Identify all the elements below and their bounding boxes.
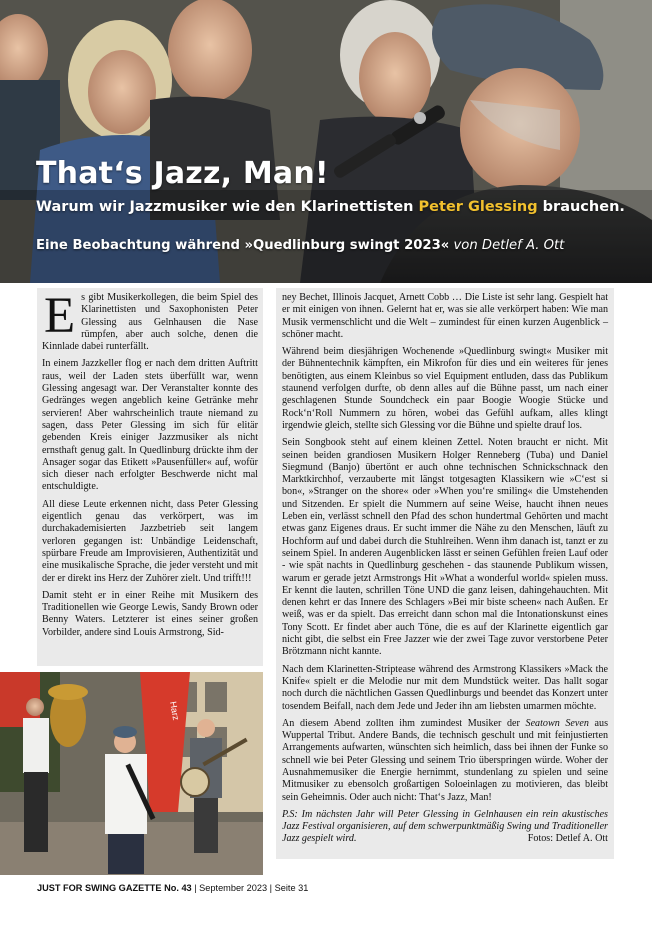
paragraph-text: aus Wuppertal Tribut. Andere Bands, die technisch geschult und mit feinjustierten Arrangements aufwarten, wünschten sich heimlich, dass bei ihnen der Funke so schnell wie bei Peter Glessing und seinem Trio überspringen würde. Woher der Ausnahmemusiker die Energie hernimmt, stundenlang zu spielen und seine Mitmusiker zu ebensolch großartigen Soloeinlagen zu motivieren, das bleibt sein Geheimnis. Oder auch nicht: That‘s Jazz, Man! bbox=[282, 717, 608, 803]
article-title: That‘s Jazz, Man! bbox=[36, 156, 329, 191]
article-column-left bbox=[37, 288, 263, 666]
article-paragraph: All diese Leute erkennen nicht, dass Peter Glessing eigentlich genau das verkörpert, was im durchakademisierten Jazzbetrieb seit langem verloren gegangen ist: Unbändige Leidenschaft, spürbare Freude am Improvisieren, Authentizität und eine musikalische Sprache, die jeder versteht und mit der er direkt ins Herz der Zuhörer zielt. Und trifft!!! bbox=[42, 498, 258, 584]
banner-text: Harz bbox=[168, 700, 182, 722]
postscript-text: P.S: Im nächsten Jahr will Peter Glessing in Gelnhausen ein rein akustisches Jazz Festival organisieren, auf dem schwerpunktmäßig Swing und Traditioneller Jazz gespielt wird. bbox=[282, 808, 608, 845]
article-observation-line bbox=[36, 238, 564, 253]
article-paragraph: In einem Jazzkeller flog er nach dem dritten Auftritt raus, weil der Laden stets überfüllt war, wenn Glessing angesagt war. Der Veranstalter konnte des Gedränges wegen angeblich keine Getränke mehr servieren! Aber wahrscheinlich traute niemand zu sagen, dass Peter Glessing im sich für elitär gebenden Kreis einiger Jazzmusiker als nicht ernsthaft genug galt. In Quedlinburg drückte ihm der Ansager sogar das Etikett »Pausenfüller« auf, wofür sich dieser nach erfolgter Beschwerde nicht mal entschuldigte. bbox=[42, 358, 258, 493]
photo-credit: Fotos: Detlef A. Ott bbox=[527, 833, 608, 845]
observation-text: Eine Beobachtung während »Quedlinburg swingt 2023« bbox=[36, 238, 450, 253]
author-byline: von Detlef A. Ott bbox=[449, 238, 565, 253]
magazine-name: JUST FOR SWING GAZETTE No. 43 bbox=[37, 883, 192, 893]
article-paragraph: Während beim diesjährigen Wochenende »Quedlinburg swingt« Musiker mit der Bühnentechnik kämpften, ein Mikrofon für dies und ein weiteres für jenes benötigten, aus einem Kleinbus so viel Equipment entluden, dass das Publikum staunend verfolgen durfte, ob denn alles auf die Bühne passt, um nach einer geschlagenen Stunde Soundcheck ein paar Boogie Woogie Stücke und Rock‘n‘Roll Nummern zu hören, wobei das Gefühl aufkam, alles klingt irgendwie gleich, stellte sich Glessing vor die Bühne und spielte drauf los. bbox=[282, 346, 608, 431]
footer-separator: | bbox=[191, 883, 200, 893]
article-paragraph: Sein Songbook steht auf einem kleinen Zettel. Noten braucht er nicht. Mit seinen beiden grandiosen Musikern Holger Renneberg (Tuba) und Daniel Siegmund (Banjo) übertönt er auch ohne technischen Schnickschnack den Marktkirchhof, verzauberte mit längst totgesagten Klassikern wie »C‘est si bon«, »Stranger on the shore« oder »When you‘re smiling« die Umstehenden und Sitzenden. Er spielt die Nummern auf seine Weise, haucht ihnen neues Leben ein, verlässt schnell den Pfad des schon hundertmal Gehörten und macht etwas ganz Eigenes draus. Er sucht immer die Nähe zu den Menschen, läuft zu Hochform auf und dabei durch die Stuhlreihen. Wenn ihm danach ist, tanzt er zu seinem Spiel. In anderen Augenblicken lässt er seinen Gefühlen freien Lauf oder - wie spät nachts in Quedlinburg geschehen - das staunende Publikum wissen, warum er gerade jetzt Armstrongs Hit »What a wonderful world« spielen muss. Er kennt die lauten, schrillen Töne UND die ganz leisen, dahingehauchten. Mit denen kehrt er das Innere des Schlagers »Bei mir biste scheen« nach Außen. Er weiß, was er da spielt. Das erreicht dann schon mal die Intonationskunst eines Tony Scott. Er findet aber auch Töne, die es auf der Klarinette eigentlich gar nicht gibt, die selbst ein Free Jazzer wie der zwei Tage zuvor verstorbene Peter Brötzmann nicht kannte. bbox=[282, 437, 608, 658]
footer-separator: | bbox=[267, 883, 275, 893]
paragraph-text: An diesem Abend zollten ihm zumindest Musiker der bbox=[282, 717, 526, 729]
page-number: Seite 31 bbox=[274, 883, 309, 893]
postscript bbox=[282, 809, 608, 846]
paragraph-text: s gibt Musikerkollegen, die beim Spiel des Klarinettisten und Saxophonisten Peter Glessing aus Gelnhausen die Nase rümpfen, aber auch solche, denen die Kinnlade dabei runterfällt. bbox=[42, 292, 258, 353]
article-column-right bbox=[276, 288, 614, 859]
issue-date: September 2023 bbox=[199, 883, 268, 893]
band-photo bbox=[0, 672, 263, 875]
hero-image bbox=[0, 0, 652, 283]
subtitle-text-end: brauchen. bbox=[537, 199, 625, 215]
band-photo-illustration bbox=[0, 672, 263, 875]
article-paragraph bbox=[282, 718, 608, 804]
article-paragraph bbox=[42, 288, 258, 353]
subtitle-text: Warum wir Jazzmusiker wie den Klarinettisten bbox=[36, 199, 419, 215]
band-name: Seatown Seven bbox=[525, 717, 589, 729]
subtitle-highlight-name: Peter Glessing bbox=[418, 199, 538, 215]
drop-cap: E bbox=[44, 288, 76, 344]
page-footer bbox=[37, 883, 308, 893]
article-subtitle bbox=[36, 199, 625, 215]
article-paragraph: Damit steht er in einer Reihe mit Musikern des Traditionellen wie George Lewis, Sandy Brown oder Benny Waters. Letzterer ist eines seiner großen Vorbilder, andere sind Louis Armstrong, Sid- bbox=[42, 589, 258, 638]
article-paragraph: Nach dem Klarinetten-Striptease während des Armstrong Klassikers »Mack the Knife« spielt er die Melodie nur mit dem Mundstück weiter. Das hallt sogar noch durch die nächtlichen Gassen Quedlinburgs und beendet das Konzert unter tosendem Beifall, nach dem Jede und Jeder ihn am liebsten umarmen möchte. bbox=[282, 663, 608, 712]
article-paragraph: ney Bechet, Illinois Jacquet, Arnett Cobb … Die Liste ist sehr lang. Gespielt hat er mit einigen von ihnen. Gelernt hat er, was sie alle verkörpert haben: Wie man Musik vermenschlicht und die Welt – zumindest für einen kurzen Augenblick – schöner macht. bbox=[282, 292, 608, 340]
